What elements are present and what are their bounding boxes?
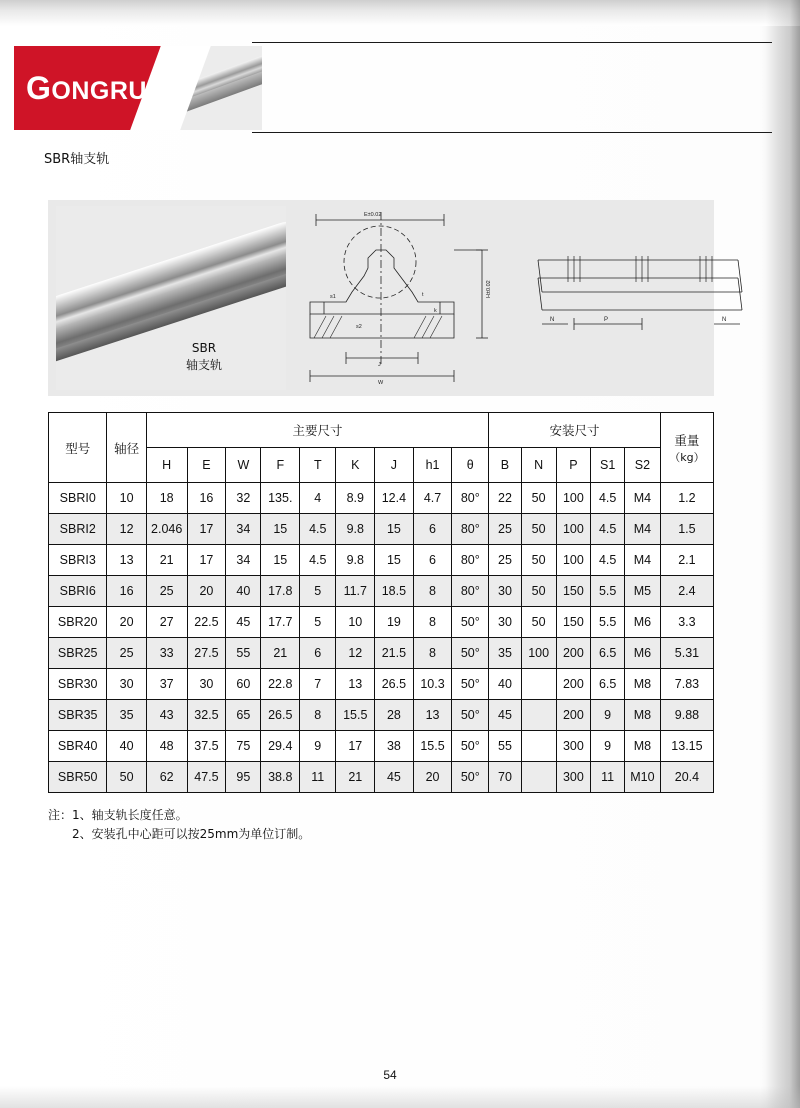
cell-J: 21.5 — [375, 638, 414, 669]
cell-S2: M5 — [624, 576, 660, 607]
label-E: E±0.02 — [364, 212, 382, 218]
cell-S1: 11 — [591, 762, 625, 793]
cell-P: 200 — [556, 700, 591, 731]
cell-H: 21 — [146, 545, 187, 576]
scan-edge-bottom — [0, 1086, 800, 1108]
cell-B: 70 — [489, 762, 522, 793]
cell-model: SBR50 — [49, 762, 107, 793]
header-theta: θ — [452, 448, 489, 483]
page-header — [0, 36, 800, 167]
cell-K: 9.8 — [336, 514, 375, 545]
header-rule-bottom — [252, 132, 772, 133]
brand-logo-block — [14, 46, 262, 130]
cell-h1: 15.5 — [413, 731, 452, 762]
cell-J: 12.4 — [375, 483, 414, 514]
cell-S2: M8 — [624, 700, 660, 731]
figure-panel — [48, 200, 727, 396]
cell-J: 15 — [375, 514, 414, 545]
cell-model: SBRI0 — [49, 483, 107, 514]
cell-S2: M4 — [624, 483, 660, 514]
table-header-row-1 — [49, 413, 714, 448]
cell-weight: 7.83 — [660, 669, 713, 700]
cell-E: 20 — [187, 576, 226, 607]
cell-W: 45 — [226, 607, 261, 638]
cell-model: SBR35 — [49, 700, 107, 731]
cell-P: 200 — [556, 638, 591, 669]
table-row — [49, 545, 714, 576]
cell-T: 4.5 — [300, 545, 336, 576]
cell-T: 7 — [300, 669, 336, 700]
cell-T: 9 — [300, 731, 336, 762]
cell-h1: 6 — [413, 545, 452, 576]
cell-H: 33 — [146, 638, 187, 669]
cell-model: SBRI6 — [49, 576, 107, 607]
cell-P: 300 — [556, 762, 591, 793]
cell-shaft: 35 — [107, 700, 146, 731]
cell-h1: 4.7 — [413, 483, 452, 514]
cell-W: 32 — [226, 483, 261, 514]
label-W: W — [378, 380, 384, 386]
header-W: W — [226, 448, 261, 483]
cell-E: 22.5 — [187, 607, 226, 638]
cell-T: 6 — [300, 638, 336, 669]
table-row — [49, 576, 714, 607]
cell-weight: 1.5 — [660, 514, 713, 545]
cell-K: 9.8 — [336, 545, 375, 576]
cell-J: 18.5 — [375, 576, 414, 607]
cell-E: 17 — [187, 514, 226, 545]
header-J: J — [375, 448, 414, 483]
header-P: P — [556, 448, 591, 483]
page-number: 54 — [383, 1068, 397, 1082]
cell-F: 17.7 — [261, 607, 300, 638]
cell-S2: M8 — [624, 731, 660, 762]
notes-line-1 — [48, 806, 648, 825]
table-body — [49, 483, 714, 793]
cell-N — [521, 700, 556, 731]
cell-P: 100 — [556, 483, 591, 514]
cell-S2: M10 — [624, 762, 660, 793]
cell-weight: 2.1 — [660, 545, 713, 576]
cell-H: 27 — [146, 607, 187, 638]
label-J: J — [378, 362, 381, 368]
cell-T: 4 — [300, 483, 336, 514]
table-row — [49, 607, 714, 638]
cell-model: SBR25 — [49, 638, 107, 669]
cell-K: 10 — [336, 607, 375, 638]
header-rule-top — [252, 42, 772, 43]
cell-P: 150 — [556, 576, 591, 607]
cell-B: 45 — [489, 700, 522, 731]
cell-F: 135. — [261, 483, 300, 514]
cell-model: SBRI2 — [49, 514, 107, 545]
cell-F: 21 — [261, 638, 300, 669]
cell-H: 48 — [146, 731, 187, 762]
cell-F: 15 — [261, 514, 300, 545]
notes-label: 注： — [48, 808, 73, 822]
cell-T: 8 — [300, 700, 336, 731]
cell-theta: 80° — [452, 514, 489, 545]
cell-K: 11.7 — [336, 576, 375, 607]
cell-W: 34 — [226, 514, 261, 545]
cell-N: 50 — [521, 483, 556, 514]
cell-shaft: 13 — [107, 545, 146, 576]
label-t: t — [422, 292, 424, 298]
label-N-right: N — [722, 317, 727, 323]
header-main-dims: 主要尺寸 — [146, 413, 488, 448]
cell-weight: 13.15 — [660, 731, 713, 762]
cell-E: 16 — [187, 483, 226, 514]
cell-K: 21 — [336, 762, 375, 793]
table-header-row-2 — [49, 448, 714, 483]
header-T: T — [300, 448, 336, 483]
table-row — [49, 731, 714, 762]
cell-theta: 50° — [452, 638, 489, 669]
cell-weight: 5.31 — [660, 638, 713, 669]
section-title: SBR轴支轨 — [44, 152, 110, 167]
cell-theta: 50° — [452, 700, 489, 731]
cell-F: 15 — [261, 545, 300, 576]
cell-shaft: 10 — [107, 483, 146, 514]
label-k: k — [434, 308, 437, 314]
cell-W: 34 — [226, 545, 261, 576]
cell-theta: 50° — [452, 669, 489, 700]
header-H: H — [146, 448, 187, 483]
table-header — [49, 413, 714, 483]
cell-W: 95 — [226, 762, 261, 793]
header-B: B — [489, 448, 522, 483]
cell-weight: 2.4 — [660, 576, 713, 607]
cell-h1: 6 — [413, 514, 452, 545]
cell-T: 5 — [300, 576, 336, 607]
brand-wordmark: GONGRUN — [26, 70, 166, 106]
cell-shaft: 25 — [107, 638, 146, 669]
specification-table — [48, 412, 714, 793]
cell-H: 25 — [146, 576, 187, 607]
cell-theta: 80° — [452, 545, 489, 576]
figure-caption-line2: 轴支轨 — [185, 358, 222, 372]
cell-J: 28 — [375, 700, 414, 731]
cell-N: 100 — [521, 638, 556, 669]
cell-shaft: 30 — [107, 669, 146, 700]
notes-block — [48, 806, 648, 844]
cell-S1: 6.5 — [591, 669, 625, 700]
cell-S1: 9 — [591, 700, 625, 731]
cell-E: 32.5 — [187, 700, 226, 731]
cell-S1: 4.5 — [591, 483, 625, 514]
cell-E: 37.5 — [187, 731, 226, 762]
cell-weight: 1.2 — [660, 483, 713, 514]
cell-S2: M6 — [624, 607, 660, 638]
cell-H: 37 — [146, 669, 187, 700]
cell-theta: 50° — [452, 731, 489, 762]
header-K: K — [336, 448, 375, 483]
cell-F: 26.5 — [261, 700, 300, 731]
cell-B: 30 — [489, 576, 522, 607]
header-h1: h1 — [413, 448, 452, 483]
cell-N: 50 — [521, 607, 556, 638]
table-row — [49, 669, 714, 700]
cell-weight: 3.3 — [660, 607, 713, 638]
cell-B: 35 — [489, 638, 522, 669]
cell-W: 75 — [226, 731, 261, 762]
cell-h1: 8 — [413, 638, 452, 669]
cell-N — [521, 731, 556, 762]
cell-S2: M8 — [624, 669, 660, 700]
cell-h1: 20 — [413, 762, 452, 793]
table-row — [49, 638, 714, 669]
header-F: F — [261, 448, 300, 483]
cell-T: 11 — [300, 762, 336, 793]
header-weight — [660, 413, 713, 483]
cell-W: 60 — [226, 669, 261, 700]
cell-H: 18 — [146, 483, 187, 514]
label-N-left: N — [550, 317, 555, 323]
cross-section-drawing — [294, 206, 524, 390]
cell-S2: M4 — [624, 545, 660, 576]
cell-H: 2.046 — [146, 514, 187, 545]
note-2: 2、安装孔中心距可以按25mm为单位订制。 — [72, 827, 311, 841]
cell-H: 62 — [146, 762, 187, 793]
cell-P: 100 — [556, 545, 591, 576]
cell-B: 25 — [489, 545, 522, 576]
table-row — [49, 762, 714, 793]
cell-shaft: 50 — [107, 762, 146, 793]
cell-theta: 50° — [452, 607, 489, 638]
cell-K: 13 — [336, 669, 375, 700]
cell-shaft: 12 — [107, 514, 146, 545]
scan-edge-right — [766, 0, 800, 1108]
cell-S1: 9 — [591, 731, 625, 762]
cell-E: 17 — [187, 545, 226, 576]
cell-P: 200 — [556, 669, 591, 700]
cell-theta: 50° — [452, 762, 489, 793]
table-row — [49, 483, 714, 514]
header-S1: S1 — [591, 448, 625, 483]
cell-theta: 80° — [452, 576, 489, 607]
cell-S1: 5.5 — [591, 576, 625, 607]
label-H: H±0.02 — [486, 280, 492, 298]
cell-F: 17.8 — [261, 576, 300, 607]
cell-S1: 4.5 — [591, 514, 625, 545]
header-N: N — [521, 448, 556, 483]
cell-W: 55 — [226, 638, 261, 669]
cell-N — [521, 669, 556, 700]
cell-h1: 8 — [413, 607, 452, 638]
cell-J: 19 — [375, 607, 414, 638]
header-E: E — [187, 448, 226, 483]
table-row — [49, 514, 714, 545]
cell-J: 38 — [375, 731, 414, 762]
cell-J: 26.5 — [375, 669, 414, 700]
cell-shaft: 20 — [107, 607, 146, 638]
cell-P: 100 — [556, 514, 591, 545]
figure-caption — [144, 340, 264, 374]
cell-B: 55 — [489, 731, 522, 762]
cell-S2: M6 — [624, 638, 660, 669]
cell-model: SBR30 — [49, 669, 107, 700]
cell-N: 50 — [521, 576, 556, 607]
header-S2: S2 — [624, 448, 660, 483]
cell-K: 17 — [336, 731, 375, 762]
cell-K: 15.5 — [336, 700, 375, 731]
cell-W: 65 — [226, 700, 261, 731]
cell-weight: 9.88 — [660, 700, 713, 731]
scan-edge-top — [0, 0, 800, 26]
cell-h1: 13 — [413, 700, 452, 731]
cell-B: 30 — [489, 607, 522, 638]
cell-K: 8.9 — [336, 483, 375, 514]
cell-B: 22 — [489, 483, 522, 514]
header-install-dims: 安装尺寸 — [489, 413, 661, 448]
cell-K: 12 — [336, 638, 375, 669]
cell-weight: 20.4 — [660, 762, 713, 793]
cell-E: 30 — [187, 669, 226, 700]
cell-H: 43 — [146, 700, 187, 731]
header-model: 型号 — [49, 413, 107, 483]
cell-F: 29.4 — [261, 731, 300, 762]
cell-theta: 80° — [452, 483, 489, 514]
cell-model: SBR20 — [49, 607, 107, 638]
cell-N — [521, 762, 556, 793]
cell-model: SBRI3 — [49, 545, 107, 576]
label-P: P — [604, 317, 609, 323]
cell-F: 38.8 — [261, 762, 300, 793]
cell-E: 47.5 — [187, 762, 226, 793]
header-shaft-dia: 轴径 — [107, 413, 146, 483]
cell-J: 15 — [375, 545, 414, 576]
cell-W: 40 — [226, 576, 261, 607]
mounting-hole-drawing — [528, 226, 758, 366]
cell-S1: 5.5 — [591, 607, 625, 638]
cell-N: 50 — [521, 545, 556, 576]
cell-h1: 10.3 — [413, 669, 452, 700]
cell-S1: 6.5 — [591, 638, 625, 669]
cell-E: 27.5 — [187, 638, 226, 669]
cell-N: 50 — [521, 514, 556, 545]
header-weight-unit: （kg） — [669, 450, 705, 464]
cell-S1: 4.5 — [591, 545, 625, 576]
cell-S2: M4 — [624, 514, 660, 545]
cell-F: 22.8 — [261, 669, 300, 700]
cell-T: 4.5 — [300, 514, 336, 545]
cell-model: SBR40 — [49, 731, 107, 762]
cell-shaft: 40 — [107, 731, 146, 762]
cell-shaft: 16 — [107, 576, 146, 607]
table-row — [49, 700, 714, 731]
figure-caption-line1: SBR — [191, 341, 217, 355]
note-1: 1、轴支轨长度任意。 — [72, 808, 188, 822]
cell-T: 5 — [300, 607, 336, 638]
label-s1: s1 — [330, 294, 336, 300]
label-s2: s2 — [356, 324, 362, 330]
cell-h1: 8 — [413, 576, 452, 607]
cell-B: 25 — [489, 514, 522, 545]
cell-J: 45 — [375, 762, 414, 793]
cell-P: 150 — [556, 607, 591, 638]
header-weight-label: 重量 — [674, 432, 700, 448]
cell-P: 300 — [556, 731, 591, 762]
cell-B: 40 — [489, 669, 522, 700]
